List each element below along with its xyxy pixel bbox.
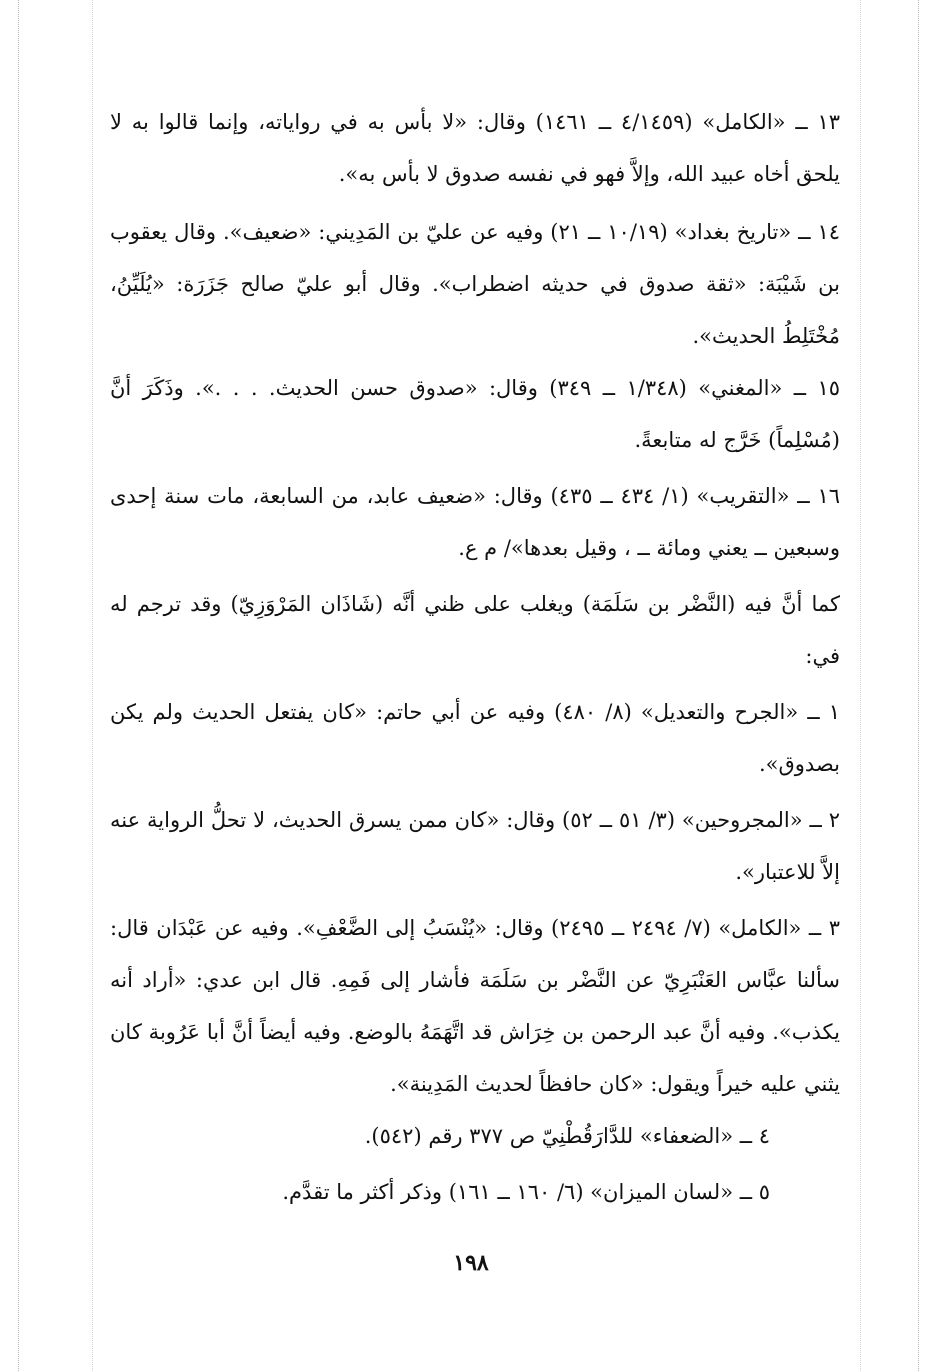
entry-5-text: ٥ ــ «لسان الميزان» (٦/ ١٦٠ ــ ١٦١) وذكر أكثر ما تقدَّم. (282, 1180, 770, 1204)
scan-edge-left (18, 0, 19, 1371)
entry-3 (110, 902, 840, 1110)
entry-4 (110, 1110, 840, 1162)
entry-16-text: ١٦ ــ «التقريب» (١/ ٤٣٤ ــ ٤٣٥) وقال: «ضعيف عابد، من السابعة، مات سنة إحدى وسبعين ــ يعني ومائة ــ ، وقيل بعدها»/ م ع. (110, 484, 840, 560)
entry-14-text: ١٤ ــ «تاريخ بغداد» (١٠/١٩ ــ ٢١) وفيه عن عليّ بن المَدِيني: «ضعيف». وقال يعقوب بن شَيْبَة: «ثقة صدوق في حديثه اضطراب». وقال أبو عليّ صالح جَزَرَة: «يُلَيِّنُ، مُخْتَلِطُ الحديث». (110, 220, 841, 348)
entry-1-text: ١ ــ «الجرح والتعديل» (٨/ ٤٨٠) وفيه عن أبي حاتم: «كان يفتعل الحديث ولم يكن بصدوق». (110, 700, 840, 776)
entry-16 (110, 470, 840, 574)
entry-1 (110, 686, 840, 790)
entry-13 (110, 96, 840, 200)
entry-4-text: ٤ ــ «الضعفاء» للدَّارَقُطْنِيّ ص ٣٧٧ رقم (٥٤٢). (364, 1124, 770, 1148)
entry-15-text: ١٥ ــ «المغني» (١/٣٤٨ ــ ٣٤٩) وقال: «صدوق حسن الحديث. . . .». وذَكَرَ أنَّ (مُسْلِماً) خَرَّج له متابعةً. (110, 376, 841, 452)
entry-14 (110, 206, 840, 362)
intro-paragraph (110, 578, 840, 682)
scan-margin-left (92, 0, 93, 1371)
entry-2 (110, 794, 840, 898)
entry-3-text: ٣ ــ «الكامل» (٧/ ٢٤٩٤ ــ ٢٤٩٥) وقال: «يُنْسَبُ إلى الضَّعْفِ». وفيه عن عَبْدَان قال: سألنا عبَّاس العَنْبَرِيّ عن النَّضْر بن سَلَمَة فأشار إلى فَمِهِ. قال ابن عدي: «أراد أنه يكذب». وفيه أنَّ عبد الرحمن بن خِرَاش قد اتَّهَمَهُ بالوضع. وفيه أيضاً أنَّ أبا عَرُوبة كان يثني عليه خيراً ويقول: «كان حافظاً لحديث المَدِينة». (110, 916, 840, 1096)
entry-5 (110, 1166, 840, 1218)
entry-2-text: ٢ ــ «المجروحين» (٣/ ٥١ ــ ٥٢) وقال: «كان ممن يسرق الحديث، لا تحلُّ الرواية عنه إلاَّ للاعتبار». (110, 808, 841, 884)
scan-edge-right (918, 0, 919, 1371)
intro-paragraph-text: كما أنَّ فيه (النَّضْر بن سَلَمَة) ويغلب على ظني أنَّه (شَاذَان المَرْوَزِيّ) وقد ترجم له في: (110, 592, 840, 668)
entry-15 (110, 362, 840, 466)
entry-13-text: ١٣ ــ «الكامل» (٤/١٤٥٩ ــ ١٤٦١) وقال: «لا بأس به في رواياته، وإنما قالوا به لا يلحق أخاه عبيد الله، وإلاَّ فهو في نفسه صدوق لا بأس به». (110, 110, 841, 186)
scan-margin-right (860, 0, 861, 1371)
page-number: ١٩٨ (453, 1250, 489, 1276)
